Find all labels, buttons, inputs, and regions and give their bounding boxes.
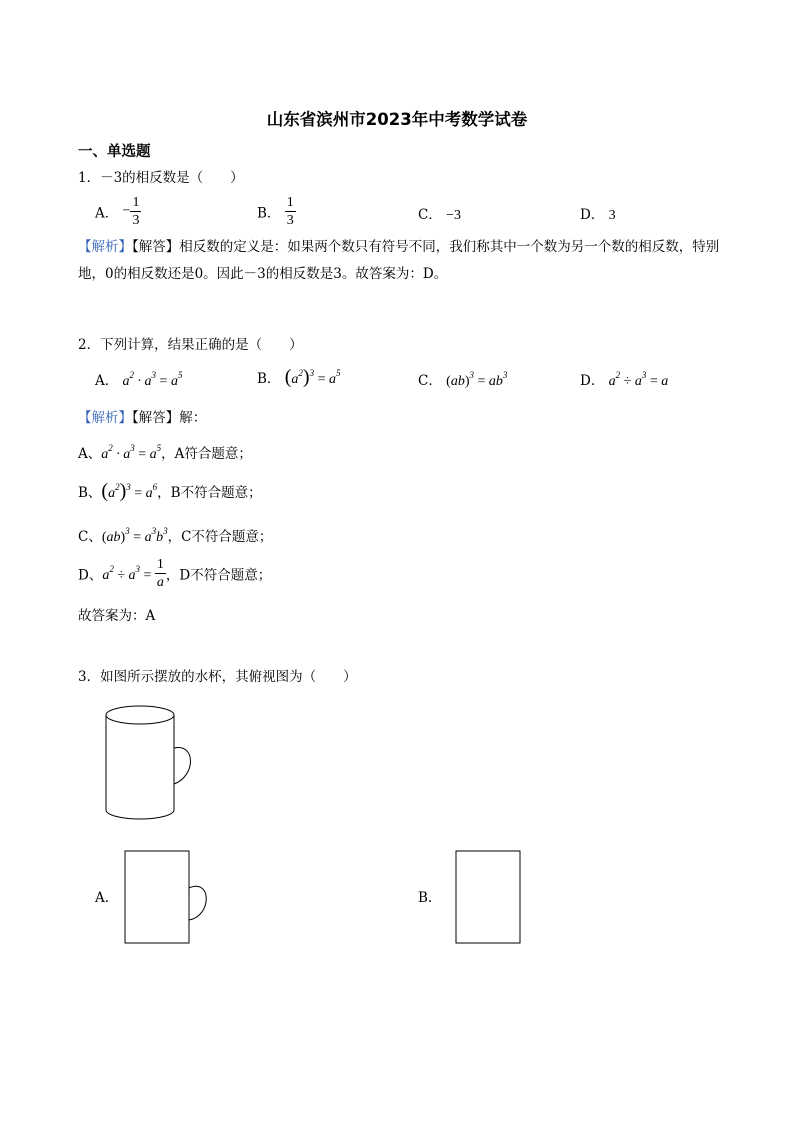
q3-option-a-figure [124,850,214,945]
top-view-handle [189,886,206,920]
q3-option-a-label: A. [95,890,110,906]
section-heading: 一、单选题 [78,144,151,160]
q3-option-b-label: B. [418,890,433,906]
top-view-rectangle [125,851,189,943]
q2-line-b [78,480,262,503]
cup-rim [106,706,174,724]
q1-option-c-label: C． [418,207,442,223]
q2-line-d-expr: $a^2 \div a^3$ = [102,563,152,583]
q2-option-c-expr: $(ab)^3 = ab^3$ [446,370,508,389]
q3-stem: 3．如图所示摆放的水杯，其俯视图为（ ） [78,669,357,685]
q2-option-d-expr: $a^2 \div a^3 = a$ [608,370,669,389]
q2-option-c [418,369,507,390]
q2-line-b-expr: $(a^2)^3 = a^6$ [101,480,158,502]
q2-line-b-prefix: B、 [78,485,102,501]
cup-figure [96,698,206,824]
q2-line-a [78,442,252,463]
q2-line-d-prefix: D、 [78,567,103,584]
q2-explanation-head [78,406,206,426]
q2-line-d-fraction [155,556,166,591]
q1-answer-text: 【解答】相反数的定义是：如果两个数只有符号不同，我们称其中一个数为另一个数的相反数，特别地，0的相反数还是0。因此－3的相反数是3。故答案为：D。 [78,239,720,282]
q2-jieda: 【解答】解： [132,410,207,426]
q1-option-d [580,203,616,224]
top-view-rectangle-plain [456,851,520,943]
q2-option-a-label: A． [95,373,119,389]
q1-option-a [95,194,141,229]
q2-line-a-suffix: ，A符合题意； [161,446,252,462]
q1-option-c [418,203,461,224]
q2-conclusion: 故答案为：A [78,608,156,624]
q2-d-numerator: 1 [156,557,164,572]
q2-option-c-label: C． [418,373,442,389]
q1-a-denominator: 3 [132,213,140,228]
q1-option-b-fraction [285,194,296,229]
q2-option-b [257,366,340,389]
q1-option-a-sign: − [122,203,131,219]
q1-option-b [257,194,296,229]
q2-option-b-label: B． [257,371,281,387]
page-title: 山东省滨州市2023年中考数学试卷 [266,110,528,129]
q1-a-numerator: 1 [132,195,140,210]
q2-option-a-expr: $a^2 \cdot a^3 = a^5$ [122,370,183,389]
q3-option-b-figure [455,850,523,945]
q2-option-d-label: D． [580,373,605,389]
q2-line-c [78,525,272,546]
q1-option-b-label: B． [257,205,281,222]
q1-option-d-label: D． [580,207,605,223]
q1-option-a-fraction [130,194,141,229]
q1-option-d-value: 3 [608,208,616,223]
q2-line-c-prefix: C、 [78,529,102,545]
cup-handle [174,747,191,784]
q1-option-a-label: A． [95,205,119,222]
q2-line-d-suffix: ，D不符合题意； [165,567,272,584]
q2-option-d [580,369,668,390]
q1-b-numerator: 1 [286,195,294,210]
q2-line-c-expr: $(ab)^3 = a^3b^3$ [101,526,168,545]
q2-d-denominator: a [156,575,164,590]
q2-line-a-prefix: A、 [78,446,102,462]
q2-line-a-expr: $a^2 \cdot a^3 = a^5$ [101,443,162,462]
q1-option-c-value: −3 [446,208,462,223]
q2-option-a [95,369,182,390]
q2-line-b-suffix: ，B不符合题意； [157,485,262,501]
q2-stem: 2．下列计算，结果正确的是（ ） [78,337,303,353]
cup-base [106,810,174,819]
q1-explanation [78,234,738,288]
q1-b-denominator: 3 [286,213,294,228]
q1-stem: 1．－3的相反数是（ ） [78,170,244,186]
q2-line-c-suffix: ，C不符合题意； [167,529,273,545]
q2-option-b-expr: $(a^2)^3 = a^5$ [284,366,341,388]
q2-line-d [78,556,271,591]
q1-jiexi-tag: 【解析】 [78,239,132,255]
q2-jiexi-tag: 【解析】 [78,410,132,426]
